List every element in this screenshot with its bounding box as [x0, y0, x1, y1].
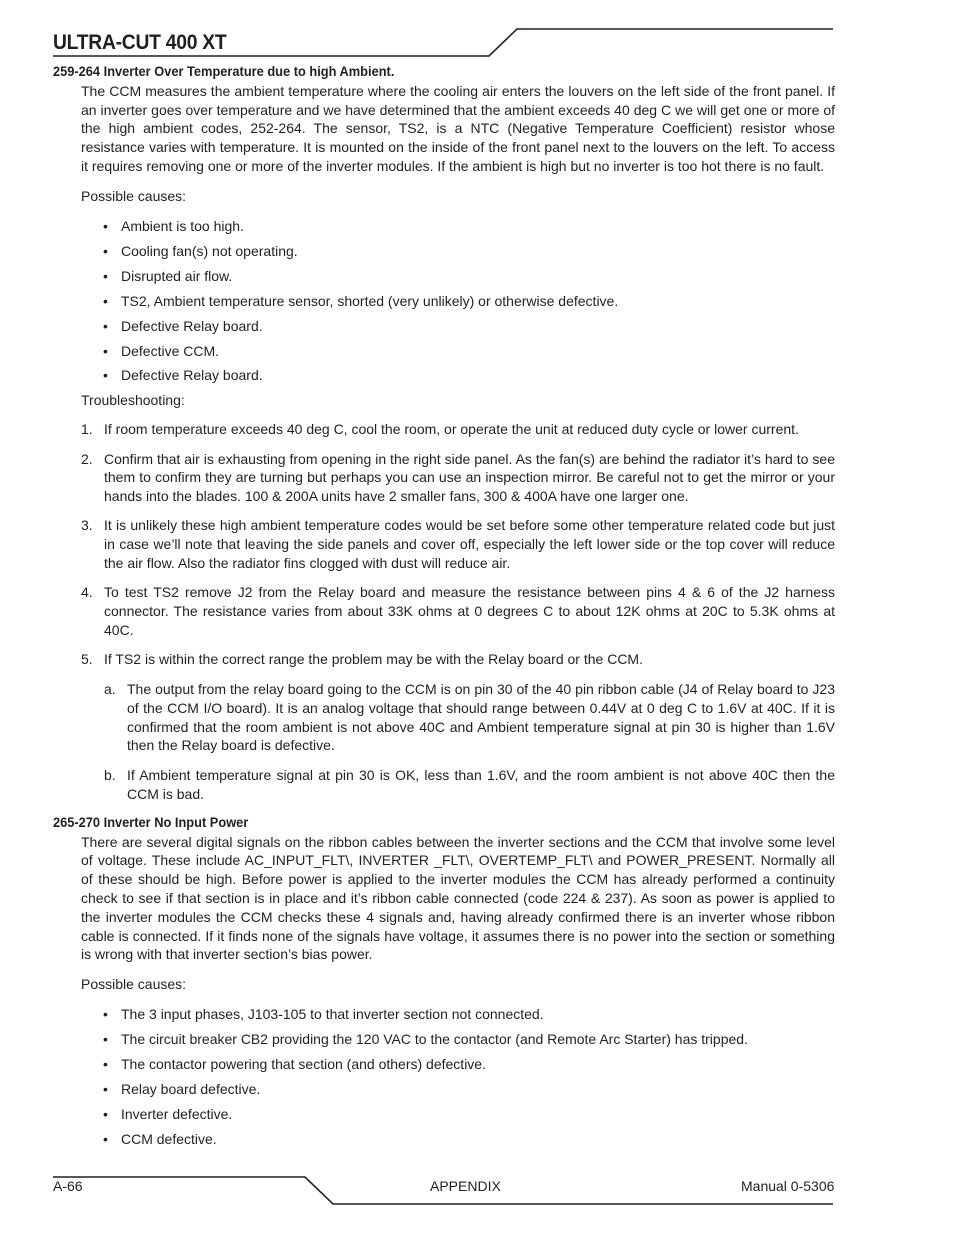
list-item: • CCM defective.	[103, 1130, 217, 1147]
list-item: • Cooling fan(s) not operating.	[103, 242, 298, 259]
list-item: • Defective CCM.	[103, 342, 220, 359]
list-item: 1. If room temperature exceeds 40 deg C, cool the room, or operate the unit at reduced duty cycle or lower current.	[81, 421, 799, 438]
list-item: • Defective Relay board.	[103, 367, 263, 384]
ambient-description: The CCM measures the ambient temperature where the cooling air enters the louvers on the left side of the front panel. If an inverter goes over temperature and we have determined that the ambient exceeds 40 deg C we will get one or more of the high ambient codes, 252-264. The sensor, TS2, is a NTC (Negative Temperature Coefficient) resistor whose resistance varies with temperature. It is mounted on the inside of the front panel next to the louvers on the left. To access it requires removing one or more of the inverter modules. If the ambient is high but no inverter is too hot there is no fault.	[81, 82, 835, 174]
list-item: • TS2, Ambient temperature sensor, shorted (very unlikely) or otherwise defective.	[103, 292, 619, 309]
list-item: • Inverter defective.	[103, 1105, 233, 1122]
troubleshooting-label: Troubleshooting:	[81, 392, 185, 409]
footer-section: APPENDIX	[430, 1178, 501, 1194]
list-item: a. The output from the relay board going to the CCM is on pin 30 of the 40 pin ribbon cable (J4 of Relay board to J23 of the CCM I/O board). It is an analog voltage that should range between 0.44V at 0 deg C to 1.6V at 40C. If it is confirmed that the room ambient is not above 40C and Ambient temperature signal at pin 30 is higher than 1.6V then the Relay board is defective.	[104, 681, 835, 754]
list-item: • The 3 input phases, J103-105 to that inverter section not connected.	[103, 1005, 544, 1022]
section-heading-no-input-power: 265-270 Inverter No Input Power	[53, 814, 249, 830]
section-heading-ambient: 259-264 Inverter Over Temperature due to high Ambient.	[53, 64, 395, 79]
list-item: • The contactor powering that section (and others) defective.	[103, 1055, 486, 1072]
manual-number: Manual 0-5306	[741, 1178, 835, 1194]
list-item: • Disrupted air flow.	[103, 267, 233, 284]
no-input-power-description: There are several digital signals on the ribbon cables between the inverter sections and the CCM that involve some level of voltage. These include AC_INPUT_FLT\, INVERTER _FLT\, OVERTEMP_FLT\ and POWER_PRESENT. Normally all of these should be high. Before power is applied to the inverter modules the CCM has already performed a continuity check to see if that section is in place and it’s ribbon cable connected (code 224 & 237). As soon as power is applied to the inverter modules the CCM checks these 4 signals and, having already confirmed there is an inverter whose ribbon cable is connected. If it finds none of the signals have voltage, it assumes there is no power into the section or something is wrong with that inverter section’s bias power.	[81, 833, 835, 963]
list-item: 4. To test TS2 remove J2 from the Relay board and measure the resistance between pins 4 & 6 of the J2 harness connector. The resistance varies from about 33K ohms at 0 degrees C to about 12K ohms at 20C to 5.3K ohms at 40C.	[81, 584, 835, 638]
page-number: A-66	[53, 1178, 83, 1194]
list-item: 5. If TS2 is within the correct range the problem may be with the Relay board or the CCM. a. The output from the relay board going to the CCM is on pin 30 of the 40 pin ribbon cable (J4 of Relay board to J23 of the CCM I/O board). It is an analog voltage that should range between 0.44V at 0 deg C to 1.6V at 40C. If it is confirmed that the room ambient is not above 40C and Ambient temperature signal at pin 30 is higher than 1.6V then the Relay board is defective. b. If Ambient temperature signal at pin 30 is OK, less than 1.6V, and the room ambient is not above 40C then the CCM is bad.	[81, 651, 835, 802]
possible-causes-label: Possible causes:	[81, 976, 187, 993]
list-item: 3. It is unlikely these high ambient temperature codes would be set before some other temperature related code but just in case we’ll note that leaving the side panels and cover off, especially the left lower side or the top cover will reduce the air flow. Also the radiator fins clogged with dust will reduce air.	[81, 517, 835, 572]
list-item: 2. Confirm that air is exhausting from opening in the right side panel. As the fan(s) are behind the radiator it’s hard to see them to confirm they are turning but perhaps you can use an inspection mirror. Be careful not to get the mirror or your hands into the blades. 100 & 200A units have 2 smaller fans, 300 & 400A have one larger one.	[81, 450, 835, 505]
list-item: • Defective Relay board.	[103, 317, 263, 334]
manual-title: ULTRA-CUT 400 XT	[53, 31, 227, 54]
possible-causes-label: Possible causes:	[81, 187, 187, 204]
list-item: • Relay board defective.	[103, 1080, 261, 1097]
list-item: • Ambient is too high.	[103, 217, 244, 234]
list-item: • The circuit breaker CB2 providing the 120 VAC to the contactor (and Remote Arc Starter) has tripped.	[103, 1030, 748, 1047]
list-item: b. If Ambient temperature signal at pin 30 is OK, less than 1.6V, and the room ambient is not above 40C then the CCM is bad.	[104, 766, 835, 802]
